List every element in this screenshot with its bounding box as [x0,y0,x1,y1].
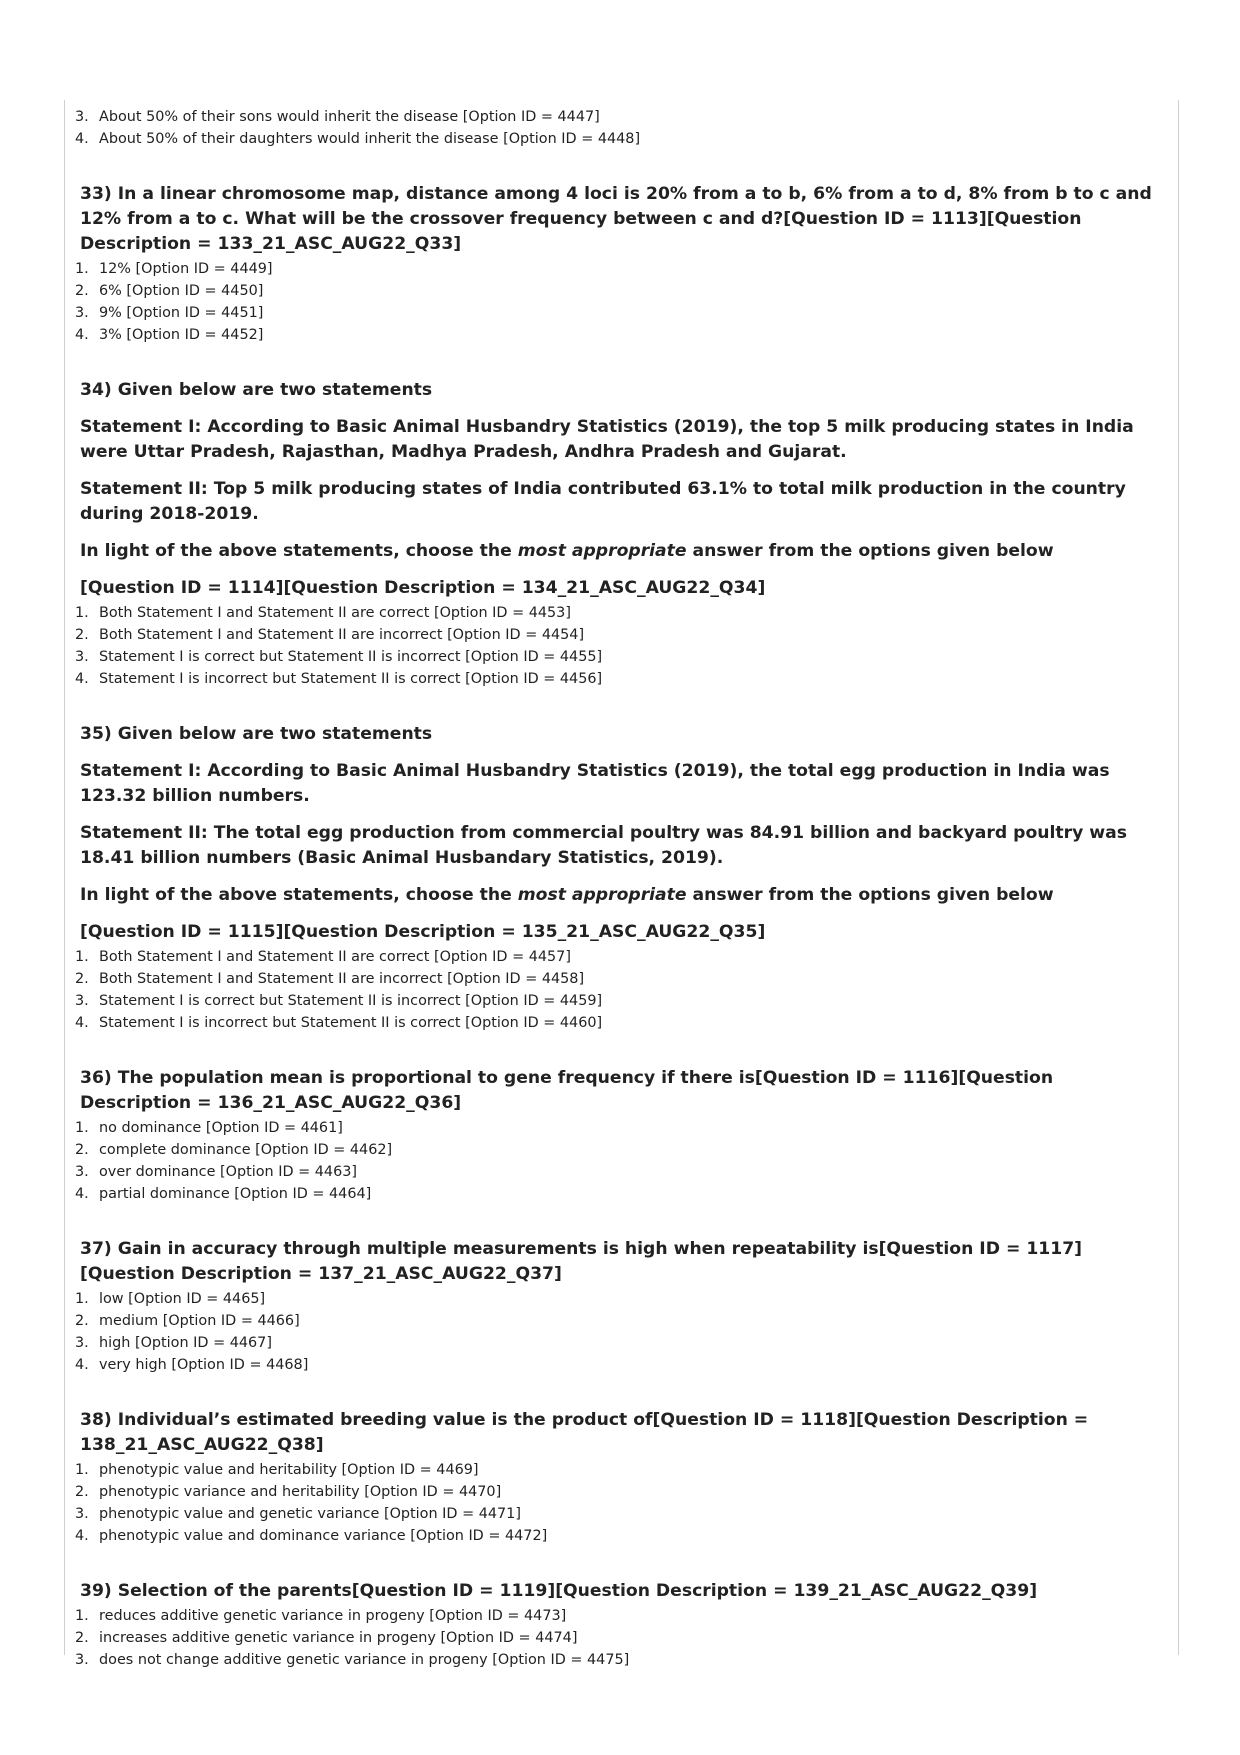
option-item: 3. phenotypic value and genetic variance [Option ID = 4471] [75,1506,521,1522]
statement-2: Statement II: The total egg production from commercial poultry was 84.91 billion and backyard poultry was 18.41 billion numbers (Basic Animal Husbandary Statistics, 2019). [80,823,1127,868]
question-title: 36) The population mean is proportional to gene frequency if there is[Question ID = 1116][Question Description = 136_21_ASC_AUG22_Q36] [80,1068,1054,1113]
option-item: 4. Statement I is incorrect but Statement II is correct [Option ID = 4456] [75,671,603,687]
option-item: 2. 6% [Option ID = 4450] [75,283,264,299]
option-item: 3. About 50% of their sons would inherit the disease [Option ID = 4447] [75,109,600,125]
option-item: 1. phenotypic value and heritability [Option ID = 4469] [75,1462,479,1478]
question-35 [64,722,1164,1034]
statement-1: Statement I: According to Basic Animal Husbandry Statistics (2019), the top 5 milk producing states in India were Uttar Pradesh, Rajasthan, Madhya Pradesh, Andhra Pradesh and Gujarat. [80,417,1134,462]
option-list [64,258,1164,346]
option-item: 3. high [Option ID = 4467] [75,1335,272,1351]
option-item: 2. medium [Option ID = 4466] [75,1313,300,1329]
option-item: 3. 9% [Option ID = 4451] [75,305,264,321]
option-item: 3. does not change additive genetic variance in progeny [Option ID = 4475] [75,1652,630,1668]
question-33 [64,182,1164,346]
question-title: 39) Selection of the parents[Question ID = 1119][Question Description = 139_21_ASC_AUG22_Q39] [80,1581,1038,1601]
question-37 [64,1237,1164,1376]
option-item: 4. very high [Option ID = 4468] [75,1357,309,1373]
question-34 [64,378,1164,690]
question-title: 38) Individual’s estimated breeding value is the product of[Question ID = 1118][Question Description = 138_21_ASC_AUG22_Q38] [80,1410,1089,1455]
option-list [64,1605,1164,1671]
question-39 [64,1579,1164,1671]
option-item: 1. 12% [Option ID = 4449] [75,261,273,277]
instruction: In light of the above statements, choose the most appropriate answer from the options given below [80,541,1054,561]
question-paper [64,106,1164,1671]
statement-1: Statement I: According to Basic Animal Husbandry Statistics (2019), the total egg production in India was 123.32 billion numbers. [80,761,1110,806]
question-id: [Question ID = 1115][Question Description = 135_21_ASC_AUG22_Q35] [80,922,766,942]
question-title: 33) In a linear chromosome map, distance among 4 loci is 20% from a to b, 6% from a to d, 8% from b to c and 12% from a to c. What will be the crossover frequency between c and d?[Question ID = 1113][Question Description = 133_21_ASC_AUG22_Q33] [80,184,1152,254]
question-36 [64,1066,1164,1205]
statement-2: Statement II: Top 5 milk producing states of India contributed 63.1% to total milk production in the country during 2018-2019. [80,479,1126,524]
option-item: 1. Both Statement I and Statement II are correct [Option ID = 4457] [75,949,571,965]
option-item: 2. Both Statement I and Statement II are incorrect [Option ID = 4454] [75,627,585,643]
option-list [64,1459,1164,1547]
option-item: 3. over dominance [Option ID = 4463] [75,1164,358,1180]
option-item: 1. reduces additive genetic variance in progeny [Option ID = 4473] [75,1608,567,1624]
option-item: 4. phenotypic value and dominance variance [Option ID = 4472] [75,1528,548,1544]
instruction: In light of the above statements, choose the most appropriate answer from the options given below [80,885,1054,905]
previous-question-options [64,106,1164,150]
option-item: 1. no dominance [Option ID = 4461] [75,1120,343,1136]
option-list [64,946,1164,1034]
option-item: 2. phenotypic variance and heritability [Option ID = 4470] [75,1484,502,1500]
option-item: 4. partial dominance [Option ID = 4464] [75,1186,372,1202]
option-item: 3. Statement I is correct but Statement II is incorrect [Option ID = 4459] [75,993,603,1009]
option-item: 1. Both Statement I and Statement II are correct [Option ID = 4453] [75,605,571,621]
option-item: 4. Statement I is incorrect but Statement II is correct [Option ID = 4460] [75,1015,603,1031]
question-title: 37) Gain in accuracy through multiple measurements is high when repeatability is[Question ID = 1117][Question Description = 137_21_ASC_AUG22_Q37] [80,1239,1083,1284]
option-item: 2. complete dominance [Option ID = 4462] [75,1142,393,1158]
question-title: 35) Given below are two statements [80,724,433,744]
option-list [64,1288,1164,1376]
question-id: [Question ID = 1114][Question Description = 134_21_ASC_AUG22_Q34] [80,578,766,598]
option-list [64,1117,1164,1205]
option-item: 4. About 50% of their daughters would inherit the disease [Option ID = 4448] [75,131,641,147]
option-list [64,602,1164,690]
question-38 [64,1408,1164,1547]
option-item: 1. low [Option ID = 4465] [75,1291,266,1307]
option-item: 3. Statement I is correct but Statement II is incorrect [Option ID = 4455] [75,649,603,665]
option-item: 2. Both Statement I and Statement II are incorrect [Option ID = 4458] [75,971,585,987]
option-item: 2. increases additive genetic variance in progeny [Option ID = 4474] [75,1630,578,1646]
question-title: 34) Given below are two statements [80,380,433,400]
option-item: 4. 3% [Option ID = 4452] [75,327,264,343]
